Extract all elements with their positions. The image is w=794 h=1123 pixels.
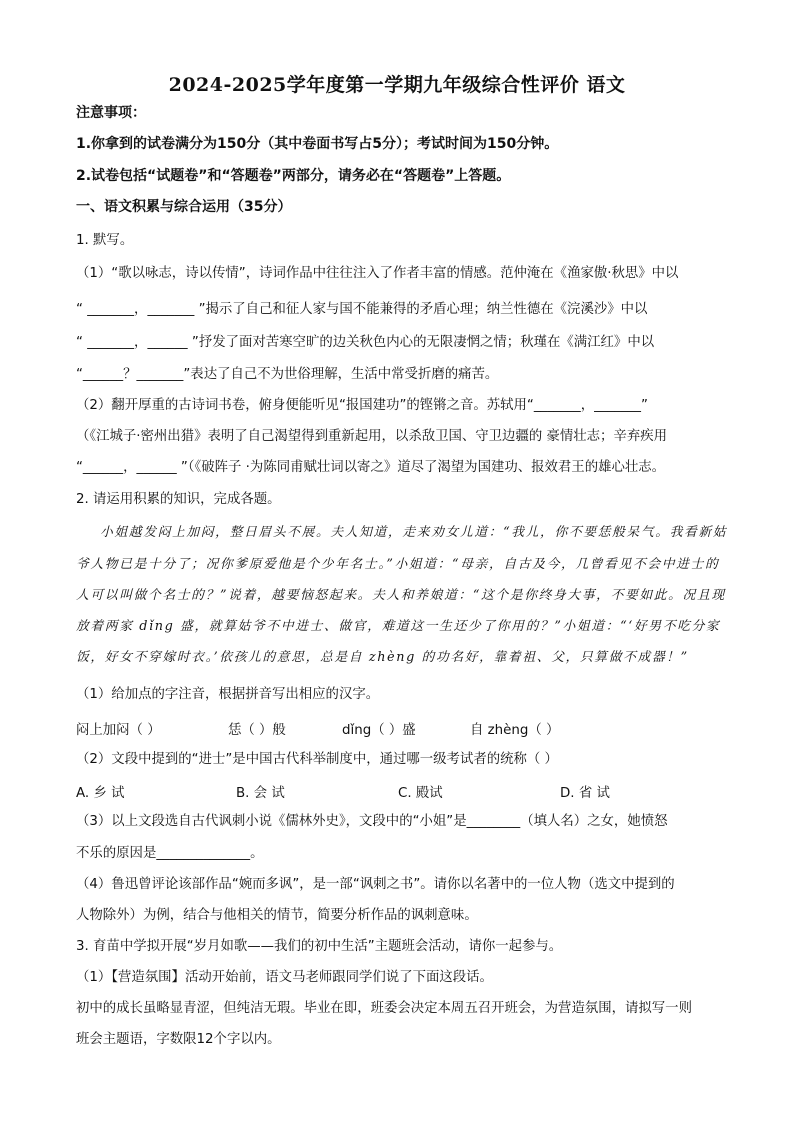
pinyin-items-row — [76, 719, 726, 737]
notice-heading: 注意事项： — [76, 105, 146, 121]
options-row — [76, 782, 726, 800]
notice-item-1: 1.你拿到的试卷满分为150分（其中卷面书写占5分）；考试时间为150分钟。 — [76, 136, 559, 152]
pinyin-item: dǐng（ ）盛 — [342, 723, 416, 738]
q2-sub3-line1: （3）以上文段选自古代讽刺小说《儒林外史》，文段中的“小姐”是________（填人名）之女，她愤怒 — [76, 814, 668, 829]
question-3-label: 3. 育苗中学拟开展“岁月如歌——我们的初中生活”主题班会活动，请你一起参与。 — [76, 939, 563, 954]
option-c: C. 殿试 — [398, 786, 443, 801]
option-b: B. 会 试 — [236, 786, 285, 801]
question-1-label: 1. 默写。 — [76, 233, 134, 248]
section-heading: 一、语文积累与综合运用（35分） — [76, 199, 292, 215]
passage-line: 人可以叫做个名士的？”说着，越要恼怒起来。夫人和养娘道：“这个是你终身大事，不要如此。况且现 — [76, 588, 726, 603]
pinyin-item: 恁（ ）般 — [228, 723, 286, 738]
q1-part2-line1: （2）翻开厚重的古诗词书卷，俯身便能听见“报国建功”的铿锵之音。苏轼用“_______，_______” — [76, 398, 648, 413]
notice-item-2: 2.试卷包括“试题卷”和“答题卷”两部分，请务必在“答题卷”上答题。 — [76, 168, 511, 184]
passage-line: 饭，好女不穿嫁时衣。’依孩儿的意思，总是自 zhèng 的功名好，靠着祖、父，只算做不成器！” — [76, 650, 689, 665]
passage-line: 爷人物已是十分了；况你爹原爱他是个少年名士。”小姐道：“母亲，自古及今，几曾看见不会中进士的 — [76, 557, 720, 572]
q2-sub2: （2）文段中提到的“进士”是中国古代科举制度中，通过哪一级考试者的统称（ ） — [76, 752, 558, 767]
q2-sub4-line2: 人物除外）为例，结合与他相关的情节，简要分析作品的讽刺意味。 — [76, 908, 478, 923]
q1-part1-line1: （1）“歌以咏志，诗以传情”，诗词作品中往往注入了作者丰富的情感。范仲淹在《渔家傲·秋思》中以 — [76, 266, 679, 281]
passage-line: 小姐越发闷上加闷，整日眉头不展。夫人知道，走来劝女儿道：“我儿，你不要恁般呆气。我看新姑 — [100, 525, 728, 540]
passage-line: 放着两家 dǐng 盛，就算姑爷不中进士、做官，难道这一生还少了你用的？”小姐道：“‘好男不吃分家 — [76, 619, 721, 634]
q2-sub4-line1: （4）鲁迅曾评论该部作品“婉而多讽”，是一部“讽刺之书”。请你以名著中的一位人物（选文中提到的 — [76, 877, 675, 892]
q1-part1-line2: “ _______，_______ ”揭示了自己和征人家与国不能兼得的矛盾心理；纳兰性德在《浣溪沙》中以 — [76, 302, 648, 317]
exam-title: 2024-2025学年度第一学期九年级综合性评价 语文 — [168, 74, 626, 96]
q1-part1-line3: “ _______，______ ”抒发了面对苦寒空旷的边关秋色内心的无限凄惘之情；秋瑾在《满江红》中以 — [76, 335, 655, 350]
q1-part1-line4: “______？_______”表达了自己不为世俗理解，生活中常受折磨的痛苦。 — [76, 367, 499, 382]
q1-part2-line2: （《江城子·密州出猎》表明了自己渴望得到重新起用，以杀敌卫国、守卫边疆的 豪情壮志；辛弃疾用 — [76, 429, 667, 444]
q3-sub1: （1）【营造氛围】活动开始前，语文马老师跟同学们说了下面这段话。 — [76, 970, 493, 985]
option-d: D. 省 试 — [560, 786, 610, 801]
q1-part2-line3: “______，______ ”（《破阵子 ·为陈同甫赋壮词以寄之》道尽了渴望为国建功、报效君王的雄心壮志。 — [76, 460, 666, 475]
pinyin-item: 闷上加闷（ ） — [76, 723, 161, 738]
q2-sub3-line2: 不乐的原因是______________。 — [76, 846, 264, 861]
question-2-label: 2. 请运用积累的知识，完成各题。 — [76, 492, 281, 507]
q3-text-line1: 初中的成长虽略显青涩，但纯洁无瑕。毕业在即，班委会决定本周五召开班会，为营造氛围，请拟写一则 — [76, 1001, 692, 1016]
pinyin-item: 自 zhèng（ ） — [470, 723, 560, 738]
q2-sub1: （1）给加点的字注音，根据拼音写出相应的汉字。 — [76, 687, 380, 702]
q3-text-line2: 班会主题语，字数限12个字以内。 — [76, 1032, 281, 1047]
option-a: A. 乡 试 — [76, 786, 125, 801]
